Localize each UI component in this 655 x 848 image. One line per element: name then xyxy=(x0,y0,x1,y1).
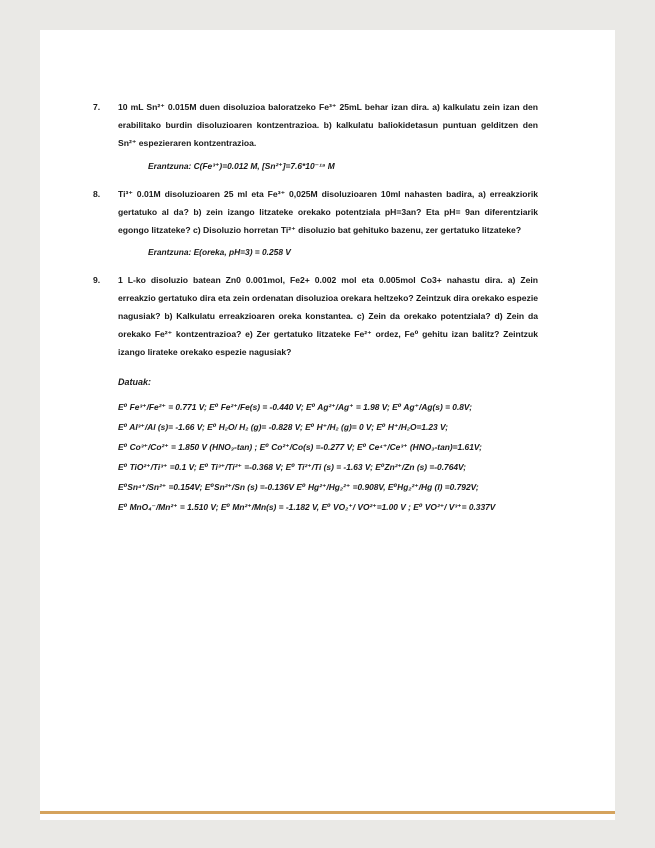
page-bottom-rule xyxy=(40,811,615,814)
problem-answer: Erantzuna: C(Fe³⁺)=0.012 M, [Sn²⁺]=7.6*10⁻¹⁹ M xyxy=(148,161,335,171)
data-item: E⁰ Co³⁺/Co²⁺ = 1.850 V (HNO₃-tan) ; xyxy=(118,442,258,452)
data-item: E⁰ VO²⁺/ V³⁺= 0.337V xyxy=(413,502,496,512)
data-item: E⁰ Ce⁴⁺/Ce³⁺ (HNO₃-tan)=1.61V; xyxy=(357,442,482,452)
data-item: E⁰ TiO²⁺/Ti³⁺ =0.1 V; xyxy=(118,462,197,472)
problem-text: 10 mL Sn²⁺ 0.015M duen disoluzioa baloratzeko Fe³⁺ 25mL behar izan dira. a) kalkulatu zein izan den erabilitako burdin disoluzioaren kontzentrazioa. b) kalkulatu baliokidetasun puntuan gelditzen den Sn²⁺ espezieraren kontzentrazioa. xyxy=(118,102,538,148)
data-item: E⁰Hg₂²⁺/Hg (l) =0.792V; xyxy=(387,482,479,492)
problem-number: 7. xyxy=(93,102,101,112)
problem-number: 9. xyxy=(93,275,101,285)
data-item: E⁰Sn²⁺/Sn (s) =-0.136V xyxy=(204,482,295,492)
data-item: E⁰ MnO₄⁻/Mn²⁺ = 1.510 V; xyxy=(118,502,219,512)
data-item: E⁰ H⁺/H₂O=1.23 V; xyxy=(376,422,449,432)
data-item: E⁰ VO₂⁺/ VO²⁺=1.00 V ; xyxy=(321,502,411,512)
data-item: E⁰ Fe³⁺/Fe²⁺ = 0.771 V; xyxy=(118,402,207,412)
problem-8 xyxy=(93,185,538,261)
problem-text: 1 L-ko disoluzio batean Zn0 0.001mol, Fe2+ 0.002 mol eta 0.005mol Co3+ nahastu dira. a) Zein erreakzio gertatuko dira eta zein ordenatan disoluzioa orekara heltzeko? Zeintzuk dira orekako espezie nagusiak? b) Kalkulatu erreakzioaren oreka konstantea. c) Zein da orekako potentziala? d) Zein da orekako Fe²⁺ kontzentrazioa? e) Zer gertatuko litzateke Fe²⁺ ordez, Fe⁰ gehitu izan balitz? Zeintzuk izango lirateke orekako espezie nagusiak? xyxy=(118,275,538,357)
problem-list xyxy=(93,98,538,517)
data-item: E⁰ Ag²⁺/Ag⁺ = 1.98 V; xyxy=(306,402,390,412)
data-heading: Datuak: xyxy=(118,377,152,387)
data-item: E⁰ H₂O/ H₂ (g)= -0.828 V; xyxy=(207,422,303,432)
data-item: E⁰ Ag⁺/Ag(s) = 0.8V; xyxy=(392,402,472,412)
problem-answer: Erantzuna: E(oreka, pH=3) = 0.258 V xyxy=(148,247,291,257)
data-paragraph xyxy=(118,397,548,517)
data-item: E⁰ Fe²⁺/Fe(s) = -0.440 V; xyxy=(209,402,304,412)
data-item: E⁰Zn²⁺/Zn (s) =-0.764V; xyxy=(375,462,467,472)
data-item: E⁰ Al³⁺/Al (s)= -1.66 V; xyxy=(118,422,205,432)
problem-number: 8. xyxy=(93,189,101,199)
problem-9 xyxy=(93,271,538,361)
data-item: E⁰ Co²⁺/Co(s) =-0.277 V; xyxy=(259,442,355,452)
data-item: E⁰ Ti²⁺/Ti (s) = -1.63 V; xyxy=(285,462,373,472)
data-item: E⁰ H⁺/H₂ (g)= 0 V; xyxy=(305,422,374,432)
data-item: E⁰ Mn²⁺/Mn(s) = -1.182 V, xyxy=(220,502,320,512)
data-item: E⁰Sn⁴⁺/Sn²⁺ =0.154V; xyxy=(118,482,203,492)
problem-7 xyxy=(93,98,538,175)
problem-text: Ti³⁺ 0.01M disoluzioaren 25 ml eta Fe³⁺ 0,025M disoluzioaren 10ml nahasten badira, a) erreakziorik gertatuko al da? b) zein izango litzateke orekako potentziala pH=3an? Eta pH= 9an diferentziarik egongo litzateke? c) Disoluzio horretan Ti²⁺ disoluzio bat gehituko bazenu, zer gertatuko litzateke? xyxy=(118,189,538,235)
data-item: E⁰ Hg²⁺/Hg₂²⁺ =0.908V, xyxy=(296,482,386,492)
document-page xyxy=(40,30,615,820)
data-item: E⁰ Ti³⁺/Ti²⁺ =-0.368 V; xyxy=(199,462,284,472)
